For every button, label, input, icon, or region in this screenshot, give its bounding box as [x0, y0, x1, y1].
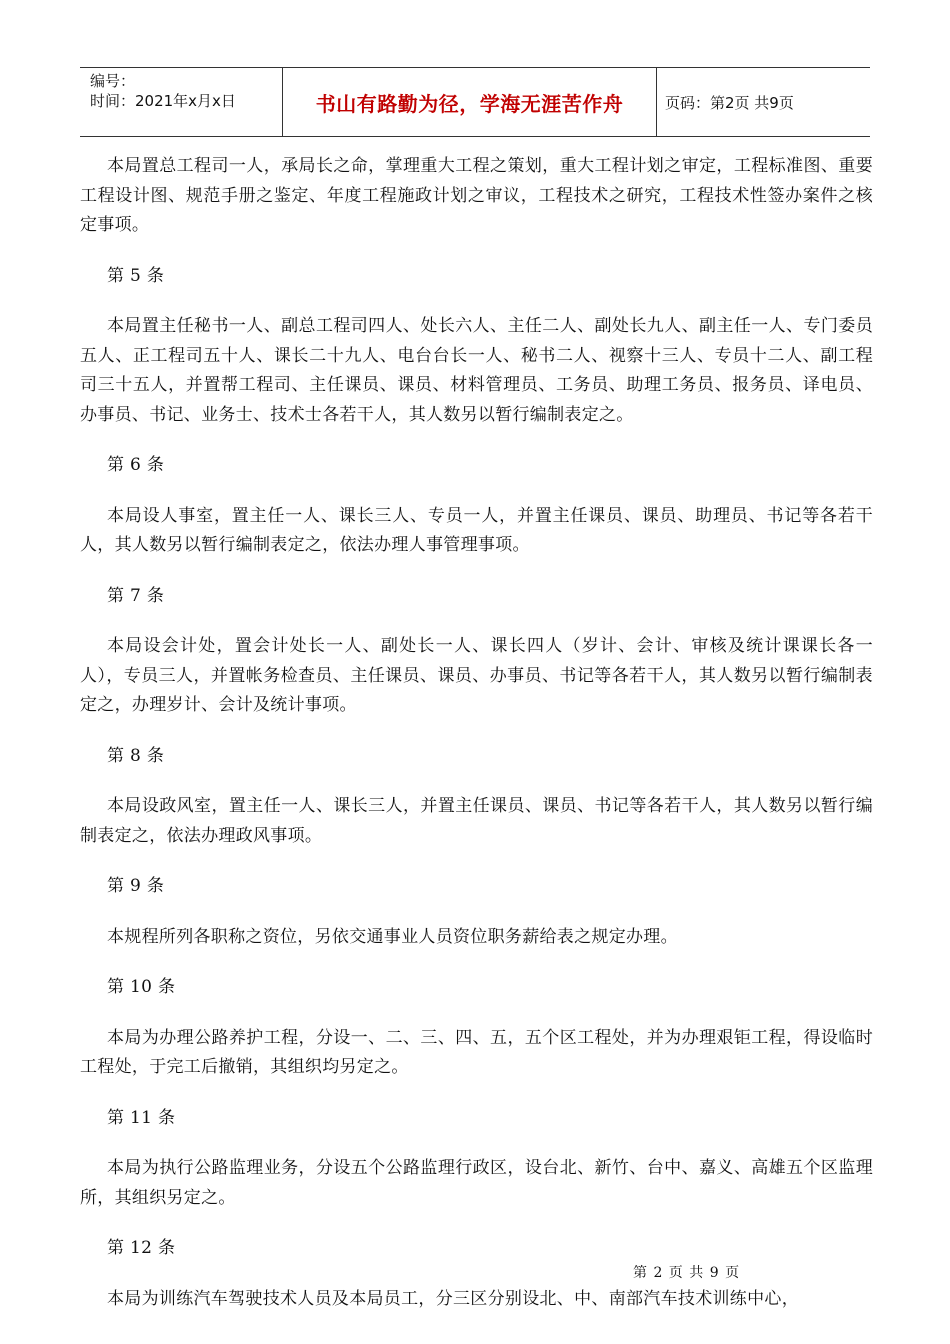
paragraph: 本局为执行公路监理业务，分设五个公路监理行政区，设台北、新竹、台中、嘉义、高雄五个区监理所，其组织另定之。: [80, 1158, 873, 1208]
article-heading: 第 9 条: [107, 876, 165, 896]
paragraph: 本规程所列各职称之资位，另依交通事业人员资位职务薪给表之规定办理。: [107, 926, 678, 947]
header-motto: 书山有路勤为径，学海无涯苦作舟: [283, 68, 657, 136]
article-heading: 第 7 条: [107, 585, 165, 606]
article-heading: 第 8 条: [107, 745, 165, 766]
paragraph: 本局设政风室，置主任一人、课长三人，并置主任课员、课员、书记等各若干人，其人数另以暂行编制表定之，依法办理政风事项。: [80, 796, 873, 846]
page-footer-number: 第 2 页 共 9 页: [633, 1265, 741, 1281]
paragraph: 本局设人事室，置主任一人、课长三人、专员一人，并置主任课员、课员、助理员、书记等各若干人，其人数另以暂行编制表定之，依法办理人事管理事项。: [80, 505, 873, 555]
page-header: [80, 67, 870, 137]
paragraph: 本局为办理公路养护工程，分设一、二、三、四、五，五个区工程处，并为办理艰钜工程，得设临时工程处，于完工后撤销，其组织均另定之。: [80, 1027, 873, 1077]
article-heading: 第 10 条: [107, 977, 176, 997]
article-heading: 第 5 条: [107, 265, 165, 286]
document-time-label: 时间：2021年x月x日: [90, 92, 236, 110]
document-number-label: 编号：: [90, 72, 136, 90]
header-page-code: 页码：第2页 共9页: [665, 93, 794, 112]
paragraph: 本局置总工程司一人，承局长之命，掌理重大工程之策划，重大工程计划之审定，工程标准图、重要工程设计图、规范手册之鉴定、年度工程施政计划之审议，工程技术之研究，工程技术性签办案件之核定事项。: [80, 156, 873, 235]
paragraph: 本局为训练汽车驾驶技术人员及本局员工，分三区分别设北、中、南部汽车技术训练中心，: [107, 1288, 799, 1309]
paragraph: 本局设会计处，置会计处长一人、副处长一人、课长四人（岁计、会计、审核及统计课课长各一人），专员三人，并置帐务检查员、主任课员、课员、办事员、书记等各若干人，其人数另以暂行编制表定之，办理岁计、会计及统计事项。: [80, 636, 873, 715]
document-body: [80, 152, 873, 1314]
article-heading: 第 6 条: [107, 455, 165, 475]
article-heading: 第 12 条: [107, 1238, 176, 1258]
header-meta: [80, 68, 283, 136]
article-heading: 第 11 条: [107, 1107, 176, 1128]
paragraph: 本局置主任秘书一人、副总工程司四人、处长六人、主任二人、副处长九人、副主任一人、专门委员五人、正工程司五十人、课长二十九人、电台台长一人、秘书二人、视察十三人、专员十二人、副工程司三十五人，并置帮工程司、主任课员、课员、材料管理员、工务员、助理工务员、报务员、译电员、办事员、书记、业务士、技术士各若干人，其人数另以暂行编制表定之。: [80, 316, 873, 425]
